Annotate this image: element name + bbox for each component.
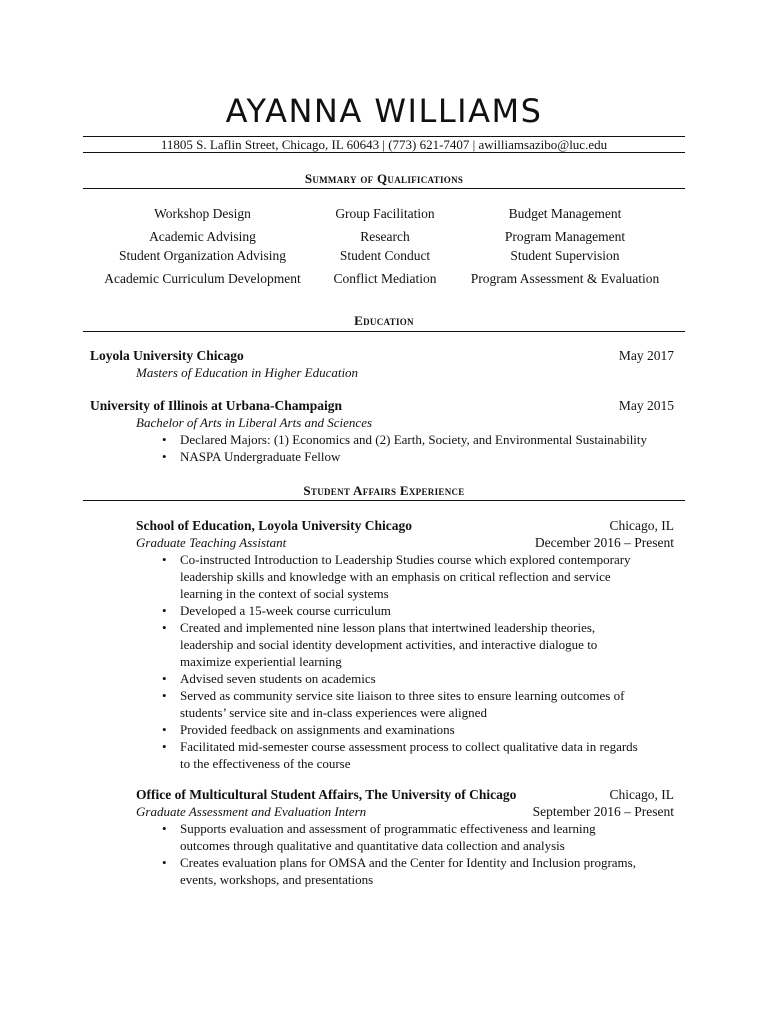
- bullet-item: • NASPA Undergraduate Fellow: [162, 449, 341, 464]
- bullet-dot-icon: •: [162, 603, 167, 618]
- bullet-item: • Declared Majors: (1) Economics and (2) Earth, Society, and Environmental Sustainability: [162, 432, 648, 447]
- degree-title: Bachelor of Arts in Liberal Arts and Sciences: [136, 415, 373, 430]
- qualification-item: Academic Curriculum Development: [104, 271, 301, 286]
- education-heading: Education: [354, 313, 414, 328]
- bullet-item: • Supports evaluation and assessment of programmatic effectiveness and learning outcomes through qualitative and quantitative data collection and analysis: [162, 821, 596, 853]
- bullet-dot-icon: •: [162, 855, 167, 870]
- qualification-item: Research: [360, 229, 410, 244]
- experience-rule: [83, 500, 685, 501]
- bullet-item: • Provided feedback on assignments and examinations: [162, 722, 455, 737]
- qualification-item: Conflict Mediation: [333, 271, 437, 286]
- education-rule: [83, 331, 685, 332]
- bullet-dot-icon: •: [162, 449, 167, 464]
- contact-line: 11805 S. Laflin Street, Chicago, IL 60643 | (773) 621-7407 | awilliamsazibo@luc.edu: [160, 137, 608, 152]
- school-name: University of Illinois at Urbana-Champaign: [90, 398, 343, 413]
- resume-name: AYANNA WILLIAMS: [225, 92, 543, 130]
- bullet-dot-icon: •: [162, 620, 167, 635]
- job-dates: September 2016 – Present: [532, 804, 674, 819]
- graduation-date: May 2017: [618, 348, 674, 363]
- qualification-item: Budget Management: [508, 206, 622, 221]
- job-title: Graduate Teaching Assistant: [136, 535, 287, 550]
- qualification-item: Program Management: [504, 229, 626, 244]
- degree-title: Masters of Education in Higher Education: [136, 365, 359, 380]
- qualification-item: Student Supervision: [510, 248, 620, 263]
- job-location: Chicago, IL: [609, 787, 674, 802]
- qualification-item: Student Conduct: [339, 248, 431, 263]
- bullet-item: • Served as community service site liaison to three sites to ensure learning outcomes of students’ service site and in-class experiences were aligned: [162, 688, 625, 720]
- organization-name: Office of Multicultural Student Affairs, The University of Chicago: [136, 787, 517, 802]
- education-bullet-list: [158, 431, 647, 465]
- experience-bullet-list: [158, 551, 638, 772]
- bullet-dot-icon: •: [162, 671, 167, 686]
- job-location: Chicago, IL: [609, 518, 674, 533]
- qualification-item: Group Facilitation: [335, 206, 435, 221]
- bullet-item: • Created and implemented nine lesson plans that intertwined leadership theories, leadership and social identity development activities, and interactive dialogue to maximize experiential learning: [162, 620, 598, 669]
- job-dates: December 2016 – Present: [534, 535, 674, 550]
- bullet-dot-icon: •: [162, 821, 167, 836]
- header-bottom-rule: [83, 152, 685, 153]
- school-name: Loyola University Chicago: [90, 348, 244, 363]
- bullet-item: • Advised seven students on academics: [162, 671, 376, 686]
- summary-rule: [83, 188, 685, 189]
- bullet-item: • Facilitated mid-semester course assessment process to collect qualitative data in regards to the effectiveness of the course: [162, 739, 638, 771]
- experience-bullet-list: [158, 820, 636, 888]
- bullet-item: • Co-instructed Introduction to Leadership Studies course which explored contemporary leadership skills and knowledge with an emphasis on critical reflection and service learning in the context of social systems: [162, 552, 631, 601]
- job-title: Graduate Assessment and Evaluation Intern: [136, 804, 367, 819]
- qualification-item: Student Organization Advising: [119, 248, 286, 263]
- qualification-item: Program Assessment & Evaluation: [470, 271, 660, 286]
- bullet-dot-icon: •: [162, 722, 167, 737]
- bullet-dot-icon: •: [162, 432, 167, 447]
- bullet-dot-icon: •: [162, 739, 167, 754]
- bullet-item: • Developed a 15-week course curriculum: [162, 603, 391, 618]
- qualification-item: Academic Advising: [149, 229, 256, 244]
- organization-name: School of Education, Loyola University Chicago: [136, 518, 413, 533]
- experience-heading: Student Affairs Experience: [303, 483, 465, 498]
- bullet-dot-icon: •: [162, 552, 167, 567]
- qualification-item: Workshop Design: [154, 206, 251, 221]
- bullet-item: • Creates evaluation plans for OMSA and the Center for Identity and Inclusion programs, events, workshops, and presentations: [162, 855, 636, 887]
- graduation-date: May 2015: [618, 398, 674, 413]
- summary-heading: Summary of Qualifications: [304, 171, 464, 186]
- bullet-dot-icon: •: [162, 688, 167, 703]
